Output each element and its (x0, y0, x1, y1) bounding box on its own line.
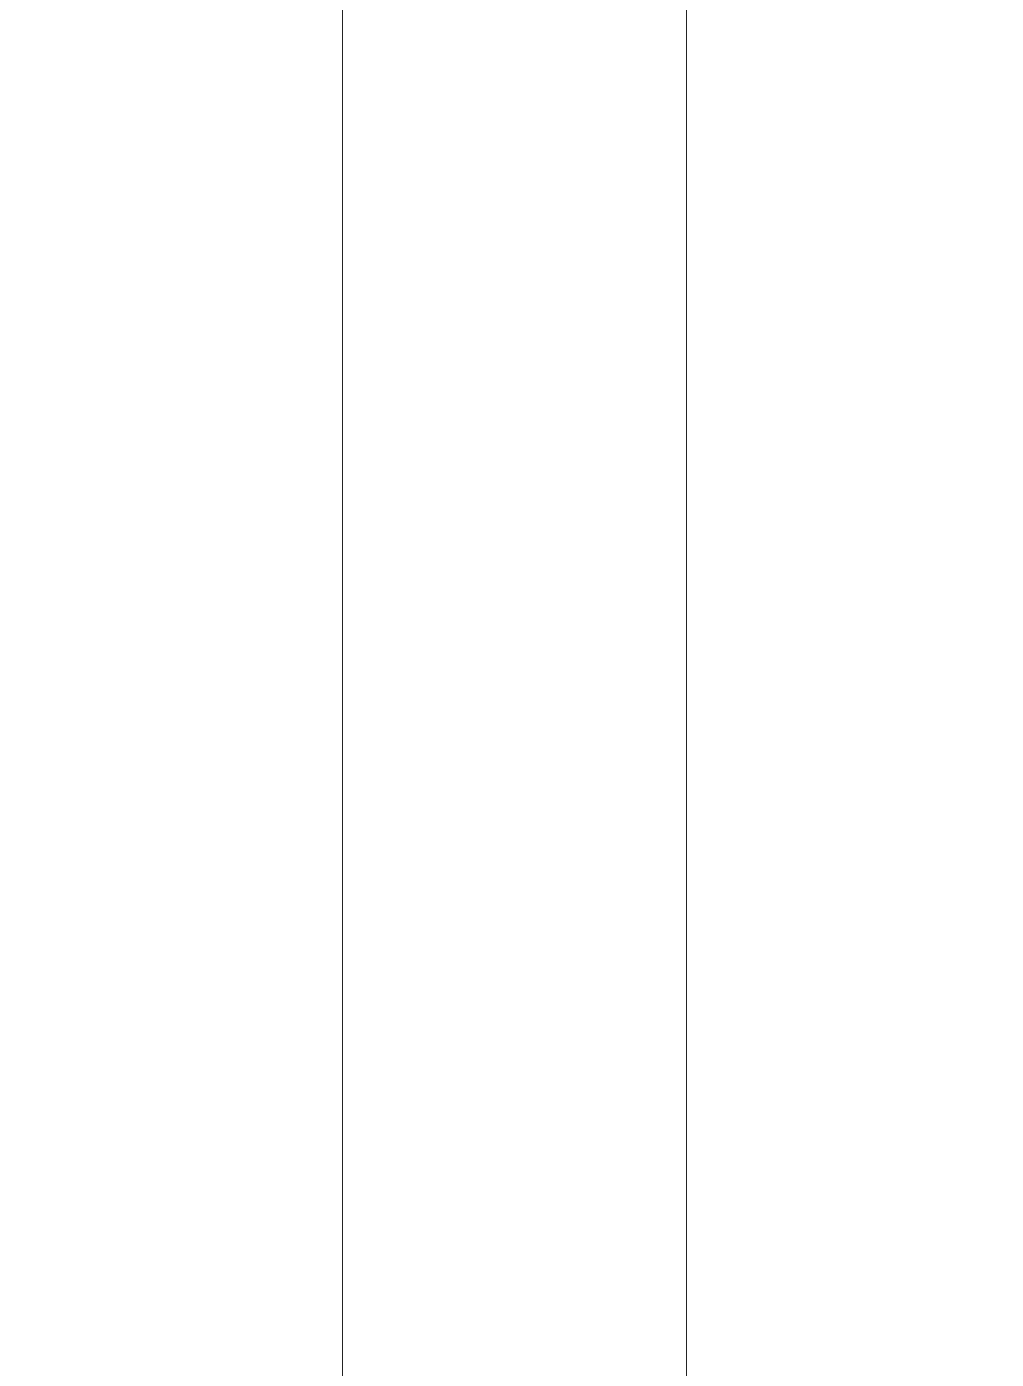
article-paragraph (357, 230, 671, 264)
column-right (691, 6, 1023, 1380)
section-heading (10, 54, 327, 88)
article-paragraph (701, 98, 1013, 132)
article-paragraph (357, 98, 671, 132)
article-paragraph (701, 142, 1013, 176)
article-paragraph (701, 230, 1013, 264)
column-divider (686, 10, 687, 1376)
article-paragraph (357, 186, 671, 220)
article-paragraph (10, 98, 327, 132)
column-divider (342, 10, 343, 1376)
article-paragraph (701, 54, 1013, 88)
article-paragraph (357, 54, 671, 88)
section-heading (701, 186, 1013, 220)
column-middle (347, 6, 681, 1380)
article-paragraph (357, 10, 671, 44)
article-paragraph (701, 10, 1013, 44)
column-left (0, 6, 337, 1380)
article-paragraph (10, 142, 327, 176)
article-paragraph (10, 10, 327, 44)
section-heading (357, 142, 671, 176)
